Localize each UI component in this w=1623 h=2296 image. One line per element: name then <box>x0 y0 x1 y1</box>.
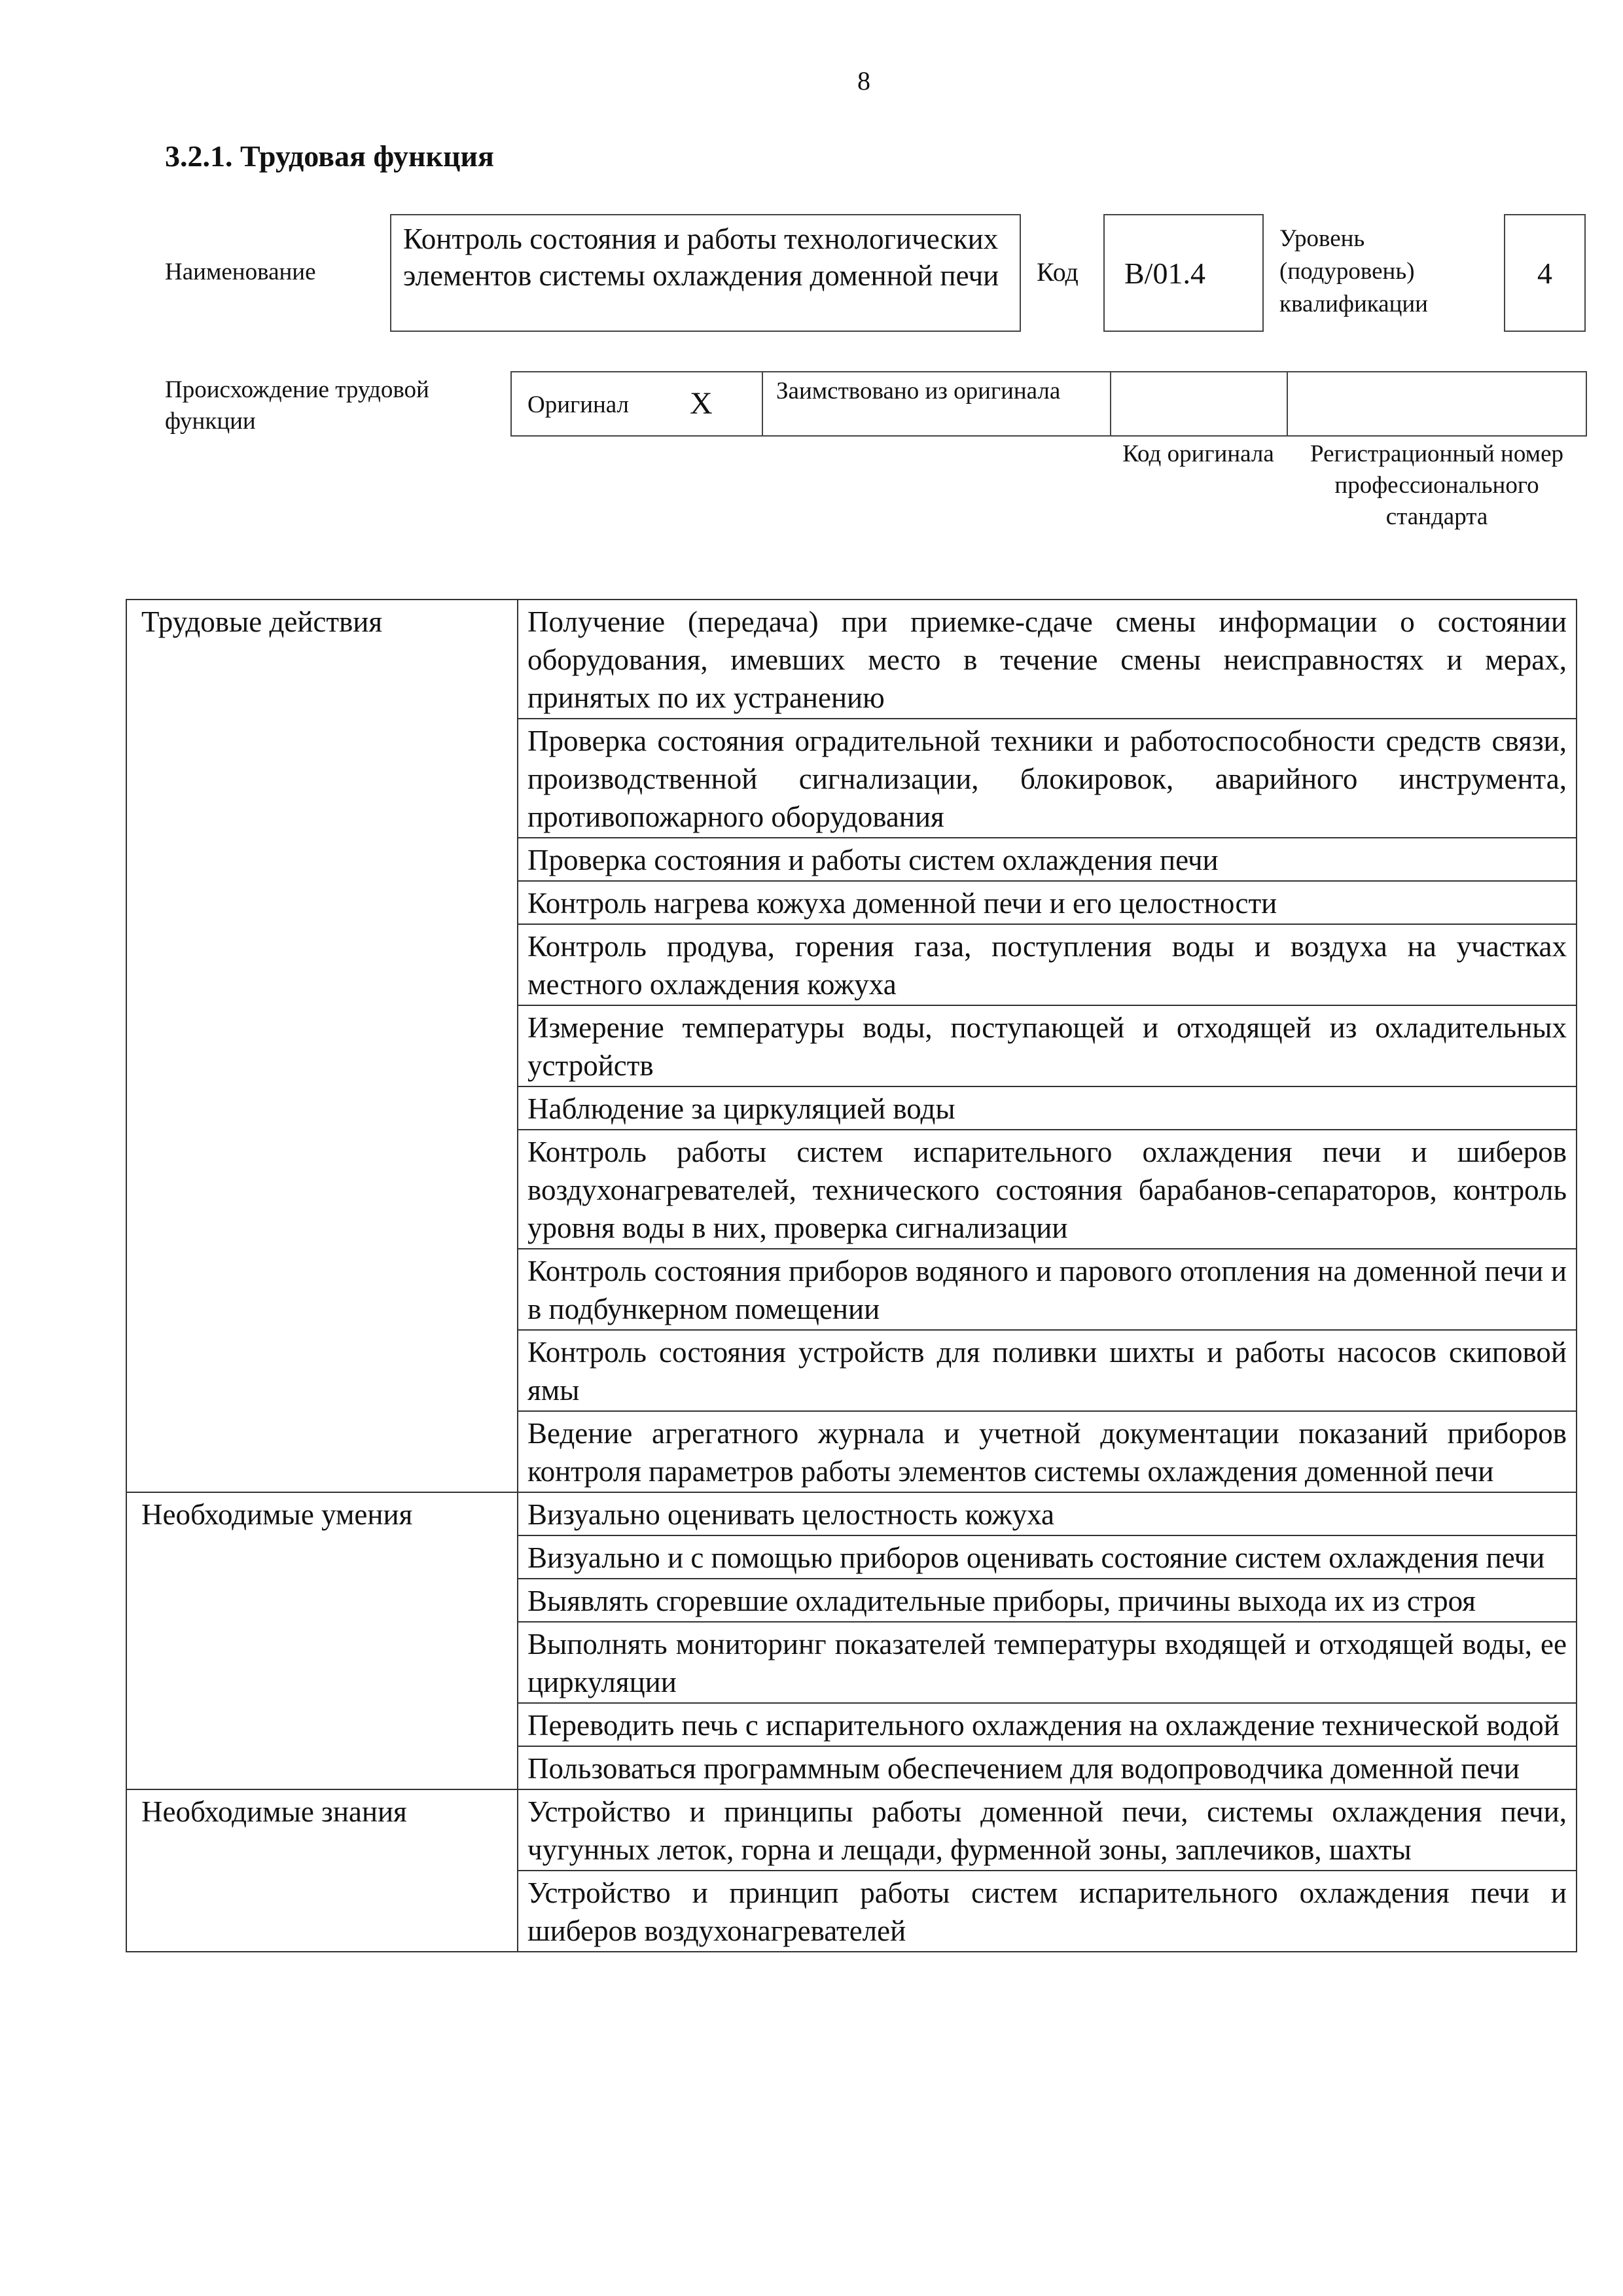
table-item: Переводить печь с испарительного охлаждения на охлаждение технической водой <box>518 1703 1577 1746</box>
section-title: 3.2.1. Трудовая функция <box>165 139 494 173</box>
registration-number-cell <box>1288 372 1586 435</box>
original-code-cell <box>1111 372 1288 435</box>
table-item: Выполнять мониторинг показателей температуры входящей и отходящей воды, ее циркуляции <box>518 1622 1577 1703</box>
table-item: Устройство и принципы работы доменной печи, системы охлаждения печи, чугунных леток, горна и лещади, фурменной зоны, заплечиков, шахты <box>518 1789 1577 1871</box>
table-item: Устройство и принцип работы систем испарительного охлаждения печи и шиберов воздухонагревателей <box>518 1871 1577 1952</box>
table-item: Измерение температуры воды, поступающей и отходящей из охладительных устройств <box>518 1005 1577 1086</box>
table-item: Контроль нагрева кожуха доменной печи и его целостности <box>518 881 1577 924</box>
level-label: Уровень (подуровень) квалификации <box>1279 225 1428 317</box>
table-row <box>126 600 1577 719</box>
origin-label: Происхождение трудовой функции <box>165 376 429 435</box>
name-value-box: Контроль состояния и работы технологических элементов системы охлаждения доменной печи <box>390 214 1021 332</box>
table-item: Получение (передача) при приемке-сдаче смены информации о состоянии оборудования, имевших место в течение смены неисправностях и мерах, принятых по их устранению <box>518 600 1577 719</box>
table-item: Визуально и с помощью приборов оценивать состояние систем охлаждения печи <box>518 1535 1577 1579</box>
table-row <box>126 1492 1577 1535</box>
table-row <box>126 1789 1577 1871</box>
original-mark: Х <box>690 386 713 421</box>
labor-actions-heading: Трудовые действия <box>126 600 518 1492</box>
table-item: Контроль состояния приборов водяного и парового отопления на доменной печи и в подбункерном помещении <box>518 1249 1577 1330</box>
origin-table <box>510 371 1587 437</box>
table-item: Контроль продува, горения газа, поступления воды и воздуха на участках местного охлаждения кожуха <box>518 924 1577 1005</box>
registration-caption: Регистрационный номер профессионального стандарта <box>1310 440 1563 530</box>
required-skills-heading: Необходимые умения <box>126 1492 518 1789</box>
borrowed-cell <box>763 372 1111 435</box>
required-knowledge-heading: Необходимые знания <box>126 1789 518 1952</box>
table-item: Ведение агрегатного журнала и учетной документации показаний приборов контроля параметров работы элементов системы охлаждения доменной печи <box>518 1411 1577 1492</box>
table-item: Проверка состояния и работы систем охлаждения печи <box>518 838 1577 881</box>
table-item: Контроль работы систем испарительного охлаждения печи и шиберов воздухонагревателей, технического состояния барабанов-сепараторов, контроль уровня воды в них, проверка сигнализации <box>518 1130 1577 1249</box>
page-number: 8 <box>857 66 870 96</box>
table-item: Визуально оценивать целостность кожуха <box>518 1492 1577 1535</box>
code-value-box: В/01.4 <box>1103 214 1264 332</box>
table-item: Пользоваться программным обеспечением для водопроводчика доменной печи <box>518 1746 1577 1789</box>
original-code-caption: Код оригинала <box>1122 440 1274 467</box>
labor-function-table <box>126 599 1577 1952</box>
original-label: Оригинал <box>527 391 630 418</box>
table-item: Наблюдение за циркуляцией воды <box>518 1086 1577 1130</box>
code-label: Код <box>1037 257 1079 287</box>
table-item: Проверка состояния оградительной техники и работоспособности средств связи, производственной сигнализации, блокировок, аварийного инструмента, противопожарного оборудования <box>518 719 1577 838</box>
table-item: Выявлять сгоревшие охладительные приборы, причины выхода их из строя <box>518 1579 1577 1622</box>
name-label: Наименование <box>165 259 316 285</box>
level-value-box: 4 <box>1504 214 1586 332</box>
original-cell <box>512 372 763 435</box>
borrowed-label: Заимствовано из оригинала <box>776 378 1061 404</box>
table-item: Контроль состояния устройств для поливки шихты и работы насосов скиповой ямы <box>518 1330 1577 1411</box>
